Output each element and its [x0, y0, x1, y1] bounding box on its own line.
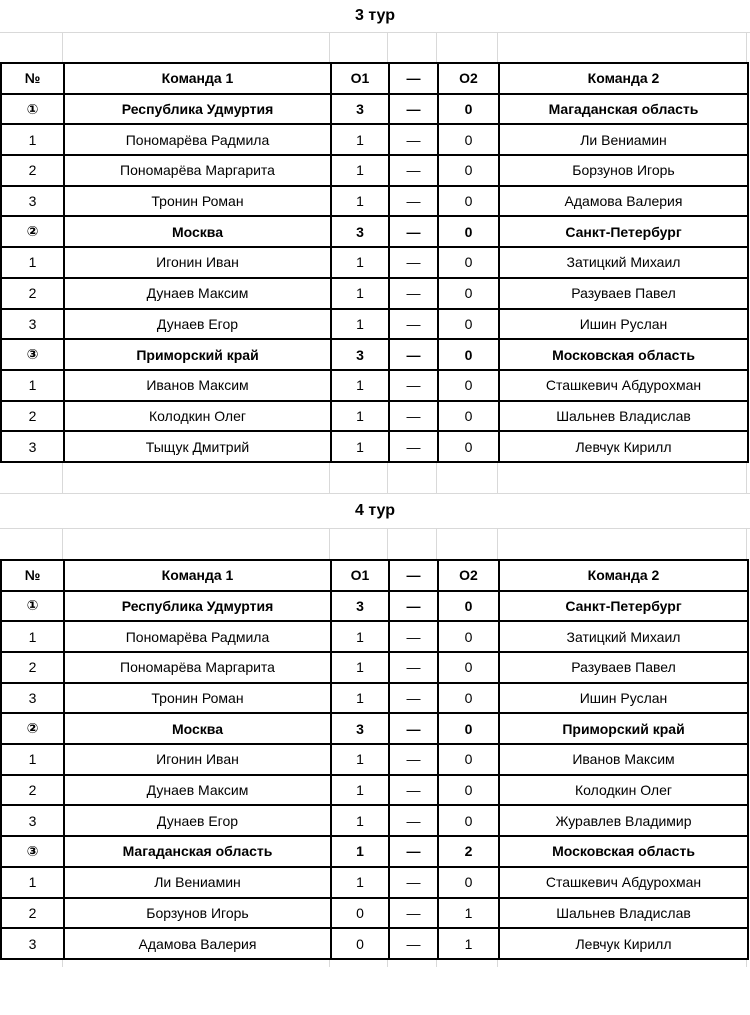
- table-row: [1, 431, 748, 462]
- dash-cell: —: [389, 370, 438, 401]
- table-row: [1, 713, 748, 744]
- row-number-cell: ②: [1, 216, 64, 247]
- team2-cell: Левчук Кирилл: [499, 431, 748, 462]
- score1-cell: 3: [331, 713, 389, 744]
- score2-cell: 0: [438, 401, 499, 432]
- team2-cell: Магаданская область: [499, 94, 748, 125]
- header-cell-dash: —: [389, 560, 438, 591]
- row-number-cell: 1: [1, 744, 64, 775]
- team2-cell: Ишин Руслан: [499, 309, 748, 340]
- team1-cell: Ли Вениамин: [64, 867, 331, 898]
- team1-cell: Адамова Валерия: [64, 928, 331, 959]
- team2-cell: Левчук Кирилл: [499, 928, 748, 959]
- score1-cell: 1: [331, 621, 389, 652]
- row-number-cell: 2: [1, 775, 64, 806]
- team2-cell: Санкт-Петербург: [499, 591, 748, 622]
- score2-cell: 1: [438, 898, 499, 929]
- team1-cell: Борзунов Игорь: [64, 898, 331, 929]
- dash-cell: —: [389, 713, 438, 744]
- row-number-cell: 1: [1, 621, 64, 652]
- table-row: [1, 216, 748, 247]
- row-number-cell: 2: [1, 898, 64, 929]
- score1-cell: 3: [331, 591, 389, 622]
- table-row: [1, 339, 748, 370]
- score1-cell: 1: [331, 155, 389, 186]
- dash-cell: —: [389, 401, 438, 432]
- team2-cell: Сташкевич Абдурохман: [499, 867, 748, 898]
- score2-cell: 0: [438, 621, 499, 652]
- team1-cell: Дунаев Егор: [64, 309, 331, 340]
- spacer-grid-row: [0, 529, 750, 559]
- score1-cell: 1: [331, 278, 389, 309]
- table-row: [1, 683, 748, 714]
- dash-cell: —: [389, 683, 438, 714]
- score1-cell: 1: [331, 683, 389, 714]
- section-title-round4: 4 тур: [0, 493, 750, 529]
- table-row: [1, 744, 748, 775]
- score2-cell: 0: [438, 805, 499, 836]
- score2-cell: 0: [438, 744, 499, 775]
- score2-cell: 0: [438, 775, 499, 806]
- section-title-round3: 3 тур: [0, 0, 750, 33]
- results-table-round4: [0, 559, 749, 960]
- dash-cell: —: [389, 186, 438, 217]
- row-number-cell: 3: [1, 805, 64, 836]
- row-number-cell: 1: [1, 867, 64, 898]
- table-row: [1, 247, 748, 278]
- score1-cell: 1: [331, 867, 389, 898]
- team1-cell: Тыщук Дмитрий: [64, 431, 331, 462]
- row-number-cell: 3: [1, 309, 64, 340]
- team2-cell: Санкт-Петербург: [499, 216, 748, 247]
- score2-cell: 0: [438, 309, 499, 340]
- row-number-cell: ③: [1, 339, 64, 370]
- score1-cell: 3: [331, 94, 389, 125]
- score1-cell: 1: [331, 744, 389, 775]
- dash-cell: —: [389, 309, 438, 340]
- table-row: [1, 155, 748, 186]
- team1-cell: Республика Удмуртия: [64, 591, 331, 622]
- table-row: [1, 805, 748, 836]
- dash-cell: —: [389, 867, 438, 898]
- row-number-cell: ③: [1, 836, 64, 867]
- score2-cell: 2: [438, 836, 499, 867]
- score1-cell: 1: [331, 775, 389, 806]
- dash-cell: —: [389, 836, 438, 867]
- header-cell-o1: О1: [331, 63, 389, 94]
- team2-cell: Ишин Руслан: [499, 683, 748, 714]
- dash-cell: —: [389, 431, 438, 462]
- score1-cell: 1: [331, 124, 389, 155]
- team2-cell: Иванов Максим: [499, 744, 748, 775]
- score2-cell: 0: [438, 124, 499, 155]
- team1-cell: Игонин Иван: [64, 744, 331, 775]
- score1-cell: 1: [331, 431, 389, 462]
- dash-cell: —: [389, 591, 438, 622]
- table-row: [1, 775, 748, 806]
- table-row: [1, 370, 748, 401]
- team2-cell: Ли Вениамин: [499, 124, 748, 155]
- dash-cell: —: [389, 928, 438, 959]
- score2-cell: 0: [438, 431, 499, 462]
- team2-cell: Разуваев Павел: [499, 278, 748, 309]
- dash-cell: —: [389, 216, 438, 247]
- team2-cell: Адамова Валерия: [499, 186, 748, 217]
- dash-cell: —: [389, 247, 438, 278]
- table-row: [1, 591, 748, 622]
- team2-cell: Журавлев Владимир: [499, 805, 748, 836]
- row-number-cell: ②: [1, 713, 64, 744]
- team1-cell: Пономарёва Маргарита: [64, 652, 331, 683]
- team1-cell: Иванов Максим: [64, 370, 331, 401]
- team1-cell: Игонин Иван: [64, 247, 331, 278]
- team2-cell: Московская область: [499, 339, 748, 370]
- row-number-cell: 1: [1, 247, 64, 278]
- score2-cell: 0: [438, 370, 499, 401]
- team1-cell: Дунаев Егор: [64, 805, 331, 836]
- team1-cell: Пономарёва Радмила: [64, 621, 331, 652]
- dash-cell: —: [389, 898, 438, 929]
- score2-cell: 0: [438, 713, 499, 744]
- row-number-cell: 2: [1, 652, 64, 683]
- dash-cell: —: [389, 621, 438, 652]
- score2-cell: 0: [438, 339, 499, 370]
- score2-cell: 0: [438, 186, 499, 217]
- dash-cell: —: [389, 775, 438, 806]
- header-cell-dash: —: [389, 63, 438, 94]
- row-number-cell: 3: [1, 928, 64, 959]
- score1-cell: 0: [331, 898, 389, 929]
- row-number-cell: 3: [1, 683, 64, 714]
- score2-cell: 1: [438, 928, 499, 959]
- team2-cell: Приморский край: [499, 713, 748, 744]
- row-number-cell: 2: [1, 401, 64, 432]
- row-number-cell: 2: [1, 278, 64, 309]
- score1-cell: 1: [331, 836, 389, 867]
- row-number-cell: 1: [1, 124, 64, 155]
- dash-cell: —: [389, 94, 438, 125]
- score2-cell: 0: [438, 94, 499, 125]
- team1-cell: Дунаев Максим: [64, 278, 331, 309]
- score1-cell: 1: [331, 652, 389, 683]
- score2-cell: 0: [438, 652, 499, 683]
- table-row: [1, 309, 748, 340]
- score1-cell: 3: [331, 339, 389, 370]
- table-row: [1, 621, 748, 652]
- team2-cell: Сташкевич Абдурохман: [499, 370, 748, 401]
- dash-cell: —: [389, 339, 438, 370]
- score2-cell: 0: [438, 155, 499, 186]
- score1-cell: 1: [331, 186, 389, 217]
- team2-cell: Колодкин Олег: [499, 775, 748, 806]
- header-cell-team1: Команда 1: [64, 63, 331, 94]
- score1-cell: 0: [331, 928, 389, 959]
- team2-cell: Шальнев Владислав: [499, 898, 748, 929]
- team1-cell: Приморский край: [64, 339, 331, 370]
- score1-cell: 1: [331, 247, 389, 278]
- header-cell-team2: Команда 2: [499, 560, 748, 591]
- team1-cell: Магаданская область: [64, 836, 331, 867]
- spacer-grid-row: [0, 960, 750, 967]
- header-cell-team2: Команда 2: [499, 63, 748, 94]
- row-number-cell: 3: [1, 431, 64, 462]
- team2-cell: Борзунов Игорь: [499, 155, 748, 186]
- spacer-grid-row: [0, 463, 750, 493]
- header-cell-o2: О2: [438, 63, 499, 94]
- header-cell-o1: О1: [331, 560, 389, 591]
- team1-cell: Республика Удмуртия: [64, 94, 331, 125]
- dash-cell: —: [389, 652, 438, 683]
- score2-cell: 0: [438, 247, 499, 278]
- team1-cell: Дунаев Максим: [64, 775, 331, 806]
- row-number-cell: ①: [1, 94, 64, 125]
- table-row: [1, 94, 748, 125]
- score1-cell: 1: [331, 401, 389, 432]
- team2-cell: Затицкий Михаил: [499, 621, 748, 652]
- dash-cell: —: [389, 155, 438, 186]
- team1-cell: Колодкин Олег: [64, 401, 331, 432]
- header-cell-o2: О2: [438, 560, 499, 591]
- row-number-cell: ①: [1, 591, 64, 622]
- dash-cell: —: [389, 744, 438, 775]
- table-row: [1, 836, 748, 867]
- score1-cell: 1: [331, 309, 389, 340]
- header-cell-num: №: [1, 560, 64, 591]
- row-number-cell: 3: [1, 186, 64, 217]
- table-row: [1, 898, 748, 929]
- table-row: [1, 278, 748, 309]
- team2-cell: Шальнев Владислав: [499, 401, 748, 432]
- dash-cell: —: [389, 805, 438, 836]
- header-row: [1, 63, 748, 94]
- header-row: [1, 560, 748, 591]
- score1-cell: 1: [331, 805, 389, 836]
- dash-cell: —: [389, 278, 438, 309]
- team2-cell: Затицкий Михаил: [499, 247, 748, 278]
- team2-cell: Разуваев Павел: [499, 652, 748, 683]
- dash-cell: —: [389, 124, 438, 155]
- score1-cell: 1: [331, 370, 389, 401]
- table-row: [1, 867, 748, 898]
- results-table-round3: [0, 62, 749, 463]
- team1-cell: Тронин Роман: [64, 186, 331, 217]
- table-row: [1, 401, 748, 432]
- team2-cell: Московская область: [499, 836, 748, 867]
- row-number-cell: 2: [1, 155, 64, 186]
- score2-cell: 0: [438, 683, 499, 714]
- row-number-cell: 1: [1, 370, 64, 401]
- table-row: [1, 186, 748, 217]
- header-cell-team1: Команда 1: [64, 560, 331, 591]
- table-row: [1, 652, 748, 683]
- score1-cell: 3: [331, 216, 389, 247]
- score2-cell: 0: [438, 867, 499, 898]
- table-row: [1, 124, 748, 155]
- team1-cell: Москва: [64, 216, 331, 247]
- header-cell-num: №: [1, 63, 64, 94]
- score2-cell: 0: [438, 216, 499, 247]
- score2-cell: 0: [438, 278, 499, 309]
- team1-cell: Москва: [64, 713, 331, 744]
- team1-cell: Тронин Роман: [64, 683, 331, 714]
- score2-cell: 0: [438, 591, 499, 622]
- spacer-grid-row: [0, 33, 750, 62]
- table-row: [1, 928, 748, 959]
- team1-cell: Пономарёва Маргарита: [64, 155, 331, 186]
- team1-cell: Пономарёва Радмила: [64, 124, 331, 155]
